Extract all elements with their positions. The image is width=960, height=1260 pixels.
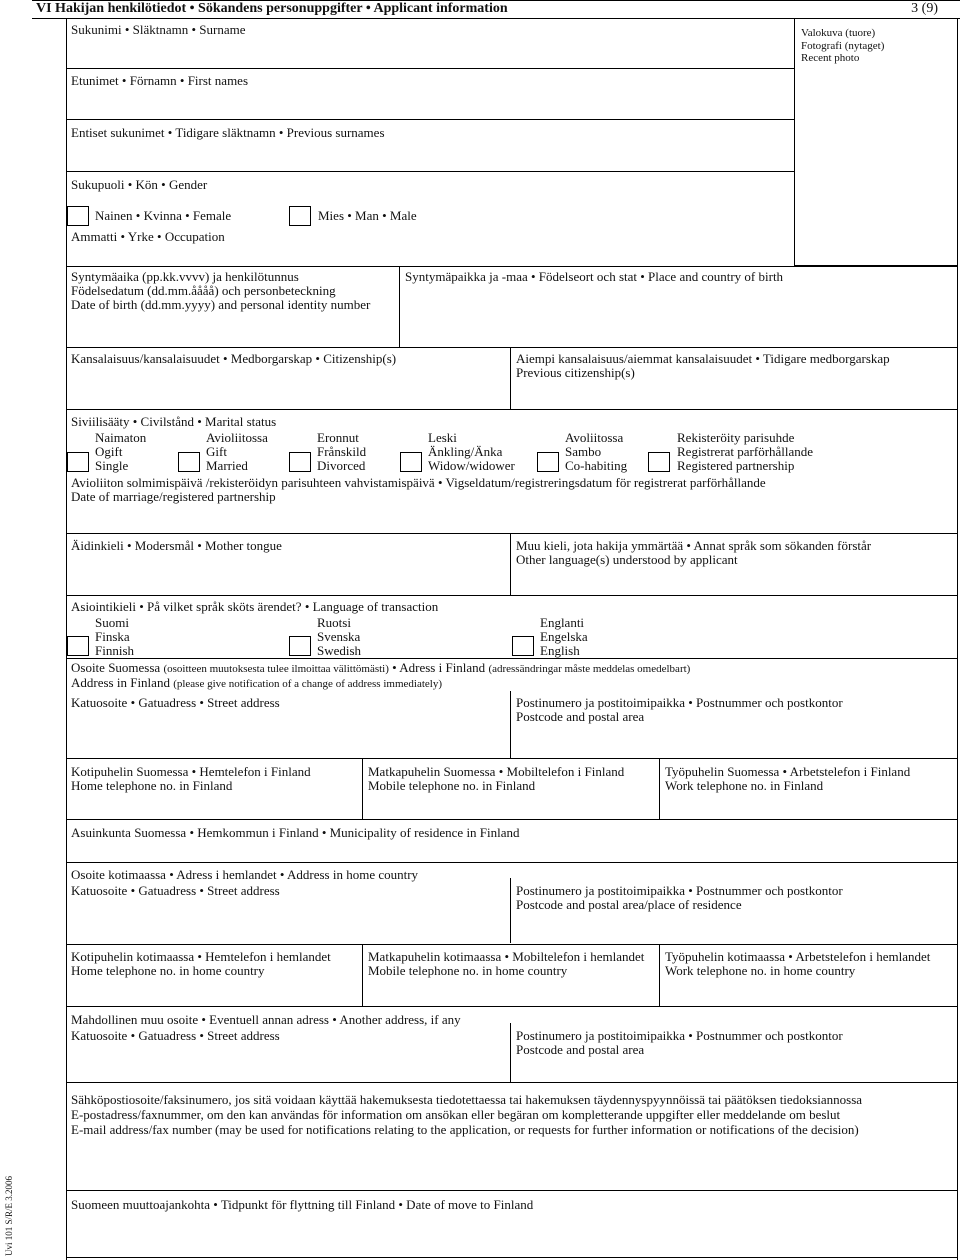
surname-input[interactable] xyxy=(66,37,794,67)
marital-married-en: Married xyxy=(206,458,248,473)
marriage-date-label-2: Date of marriage/registered partnership xyxy=(71,489,276,504)
mobile-hc-label-1: Matkapuhelin kotimaassa • Mobiltelefon i hemlandet xyxy=(368,949,645,964)
other-street-input[interactable] xyxy=(66,1043,510,1081)
other-postcode-label-1: Postinumero ja postitoimipaikka • Postnummer och postkontor xyxy=(516,1028,843,1043)
citizenship-label: Kansalaisuus/kansalaisuudet • Medborgarskap • Citizenship(s) xyxy=(71,351,397,366)
gender-female-label: Nainen • Kvinna • Female xyxy=(95,208,232,223)
lang-swedish-checkbox[interactable] xyxy=(289,636,311,656)
municipality-label: Asuinkunta Suomessa • Hemkommun i Finland • Municipality of residence in Finland xyxy=(71,825,520,840)
address-fi-heading xyxy=(71,661,690,676)
home-phone-fi-input[interactable] xyxy=(66,793,362,818)
form-title: VI Hakijan henkilötiedot • Sökandens personuppgifter • Applicant information xyxy=(36,1,508,16)
lang-english-sv: Engelska xyxy=(540,629,588,644)
prev-citizenship-input[interactable] xyxy=(511,380,957,408)
other-postcode-label-2: Postcode and postal area xyxy=(516,1042,645,1057)
rule xyxy=(66,409,958,410)
mobile-fi-label-2: Mobile telephone no. in Finland xyxy=(368,778,536,793)
marital-registered-sv: Registrerat parförhållande xyxy=(677,444,814,459)
rule xyxy=(66,862,958,863)
birthplace-input[interactable] xyxy=(400,285,957,346)
address-fi-title-fi: Osoite Suomessa xyxy=(71,660,161,675)
email-label-2: E-postadress/faxnummer, om den kan användas för information om ansökan eller begäran om kompletterande uppgifter eller meddelande om beslut xyxy=(71,1107,841,1122)
street-input[interactable] xyxy=(66,710,510,757)
lang-finnish-fi: Suomi xyxy=(95,615,129,630)
postcode-label-1: Postinumero ja postitoimipaikka • Postnummer och postkontor xyxy=(516,695,843,710)
mobile-hc-label-2: Mobile telephone no. in home country xyxy=(368,963,568,978)
rule xyxy=(66,819,958,820)
dob-label-fi: Syntymäaika (pp.kk.vvvv) ja henkilötunnus xyxy=(71,269,299,284)
municipality-input[interactable] xyxy=(66,840,957,861)
gender-male-label: Mies • Man • Male xyxy=(318,208,417,223)
marital-widow-fi: Leski xyxy=(428,430,457,445)
email-label-3: E-mail address/fax number (may be used for notifications relating to the application, or requests for further information or notifications of the decision) xyxy=(71,1122,859,1137)
photo-label-fi: Valokuva (tuore) xyxy=(801,27,876,39)
address-fi-title-sv: • Adress i Finland xyxy=(392,660,486,675)
home-phone-fi-label-1: Kotipuhelin Suomessa • Hemtelefon i Finland xyxy=(71,764,311,779)
lang-swedish-sv: Svenska xyxy=(317,629,361,644)
rule xyxy=(66,658,958,659)
work-fi-label-1: Työpuhelin Suomessa • Arbetstelefon i Finland xyxy=(665,764,911,779)
other-street-label: Katuosoite • Gatuadress • Street address xyxy=(71,1028,280,1043)
marital-registered-checkbox[interactable] xyxy=(648,452,670,472)
dob-label-sv: Födelsedatum (dd.mm.åååå) och personbeteckning xyxy=(71,283,336,298)
occupation-label: Ammatti • Yrke • Occupation xyxy=(71,229,225,244)
mobile-fi-label-1: Matkapuhelin Suomessa • Mobiltelefon i Finland xyxy=(368,764,625,779)
email-input[interactable] xyxy=(66,1138,957,1188)
gender-male-checkbox[interactable] xyxy=(289,206,311,226)
occupation-input[interactable] xyxy=(66,244,794,264)
rule xyxy=(66,347,958,348)
dob-input[interactable] xyxy=(66,312,399,346)
home-postcode-input[interactable] xyxy=(511,912,957,943)
marital-married-sv: Gift xyxy=(206,444,227,459)
lang-finnish-sv: Finska xyxy=(95,629,130,644)
marital-widow-checkbox[interactable] xyxy=(400,452,422,472)
rule xyxy=(66,171,794,172)
work-hc-input[interactable] xyxy=(660,978,957,1005)
prev-citizenship-label-1: Aiempi kansalaisuus/aiemmat kansalaisuudet • Tidigare medborgarskap xyxy=(516,351,890,366)
home-address-label: Osoite kotimaassa • Adress i hemlandet • Address in home country xyxy=(71,867,419,882)
lang-swedish-en: Swedish xyxy=(317,643,362,658)
home-phone-fi-label-2: Home telephone no. in Finland xyxy=(71,778,233,793)
street-label: Katuosoite • Gatuadress • Street address xyxy=(71,695,280,710)
rule xyxy=(66,1190,958,1191)
work-hc-label-2: Work telephone no. in home country xyxy=(665,963,856,978)
home-phone-hc-label-2: Home telephone no. in home country xyxy=(71,963,265,978)
address-fi-note-sv: (adressändringar måste meddelas omedelbart) xyxy=(488,663,691,675)
work-fi-label-2: Work telephone no. in Finland xyxy=(665,778,824,793)
marriage-date-input[interactable] xyxy=(66,504,957,532)
other-lang-input[interactable] xyxy=(511,567,957,594)
marital-divorced-en: Divorced xyxy=(317,458,366,473)
birthplace-label: Syntymäpaikka ja -maa • Födelseort och stat • Place and country of birth xyxy=(405,269,784,284)
marital-married-checkbox[interactable] xyxy=(178,452,200,472)
photo-label-en: Recent photo xyxy=(801,52,860,64)
marital-divorced-fi: Eronnut xyxy=(317,430,359,445)
page-number: 3 (9) xyxy=(911,1,938,16)
other-address-label: Mahdollinen muu osoite • Eventuell annan adress • Another address, if any xyxy=(71,1012,461,1027)
other-postcode-input[interactable] xyxy=(511,1057,957,1081)
marital-cohabiting-fi: Avoliitossa xyxy=(565,430,624,445)
work-hc-label-1: Työpuhelin kotimaassa • Arbetstelefon i hemlandet xyxy=(665,949,931,964)
marital-cohabiting-sv: Sambo xyxy=(565,444,602,459)
rule xyxy=(66,758,958,759)
home-street-label: Katuosoite • Gatuadress • Street address xyxy=(71,883,280,898)
gender-label: Sukupuoli • Kön • Gender xyxy=(71,177,208,192)
prev-citizenship-label-2: Previous citizenship(s) xyxy=(516,365,635,380)
rule xyxy=(66,68,794,69)
mobile-hc-input[interactable] xyxy=(363,978,659,1005)
address-fi-note-en: (please give notification of a change of address immediately) xyxy=(173,678,442,690)
mobile-fi-input[interactable] xyxy=(363,793,659,818)
rule xyxy=(66,533,958,534)
first-names-label: Etunimet • Förnamn • First names xyxy=(71,73,249,88)
citizenship-input[interactable] xyxy=(66,366,510,408)
marital-single-checkbox[interactable] xyxy=(67,452,89,472)
move-date-label: Suomeen muuttoajankohta • Tidpunkt för flyttning till Finland • Date of move to Finland xyxy=(71,1197,534,1212)
other-lang-label-1: Muu kieli, jota hakija ymmärtää • Annat språk som sökanden förstår xyxy=(516,538,872,553)
address-fi-heading-en xyxy=(71,676,442,691)
marital-single-en: Single xyxy=(95,458,129,473)
rule xyxy=(66,1006,958,1007)
marital-divorced-checkbox[interactable] xyxy=(289,452,311,472)
surname-label: Sukunimi • Släktnamn • Surname xyxy=(71,22,246,37)
marital-registered-fi: Rekisteröity parisuhde xyxy=(677,430,795,445)
mother-tongue-label: Äidinkieli • Modersmål • Mother tongue xyxy=(71,538,282,553)
form-code: Uvi 101 S/R/E 3.2006 xyxy=(4,1175,14,1256)
photo-label-sv: Fotografi (nytaget) xyxy=(801,40,885,52)
lang-english-fi: Englanti xyxy=(540,615,585,630)
marital-married-fi: Avioliitossa xyxy=(206,430,268,445)
lang-english-en: English xyxy=(540,643,580,658)
marital-single-sv: Ogift xyxy=(95,444,123,459)
previous-surnames-label: Entiset sukunimet • Tidigare släktnamn • Previous surnames xyxy=(71,125,385,140)
marital-label: Siviilisääty • Civilstånd • Marital status xyxy=(71,414,277,429)
bottom-rule xyxy=(66,1257,958,1258)
home-phone-hc-input[interactable] xyxy=(66,978,362,1005)
home-postcode-label-1: Postinumero ja postitoimipaikka • Postnummer och postkontor xyxy=(516,883,843,898)
postcode-input[interactable] xyxy=(511,724,957,757)
home-street-input[interactable] xyxy=(66,898,510,943)
marital-widow-en: Widow/widower xyxy=(428,458,515,473)
other-lang-label-2: Other language(s) understood by applicant xyxy=(516,552,738,567)
address-fi-title-en: Address in Finland xyxy=(71,675,170,690)
rule xyxy=(66,119,794,120)
rule xyxy=(66,944,958,945)
lang-english-checkbox[interactable] xyxy=(512,636,534,656)
transaction-lang-label: Asiointikieli • På vilket språk sköts ärendet? • Language of transaction xyxy=(71,599,439,614)
marital-cohabiting-en: Co-habiting xyxy=(565,458,628,473)
previous-surnames-input[interactable] xyxy=(66,140,794,170)
postcode-label-2: Postcode and postal area xyxy=(516,709,645,724)
move-date-input[interactable] xyxy=(66,1212,957,1256)
mother-tongue-input[interactable] xyxy=(66,553,510,594)
home-phone-hc-label-1: Kotipuhelin kotimaassa • Hemtelefon i hemlandet xyxy=(71,949,331,964)
dob-label-en: Date of birth (dd.mm.yyyy) and personal identity number xyxy=(71,297,371,312)
marital-widow-sv: Änkling/Änka xyxy=(428,444,503,459)
lang-finnish-en: Finnish xyxy=(95,643,135,658)
marital-divorced-sv: Frånskild xyxy=(317,444,367,459)
email-label-1: Sähköpostiosoite/faksinumero, jos sitä voidaan käyttää hakemuksesta tiedotettaessa tai hakemuksen täydennyspyynnöissä tai päätöksen tiedoksiannossa xyxy=(71,1092,863,1107)
marital-registered-en: Registered partnership xyxy=(677,458,795,473)
work-fi-input[interactable] xyxy=(660,793,957,818)
address-fi-note-fi: (osoitteen muutoksesta tulee ilmoittaa välittömästi) xyxy=(163,663,389,675)
marital-single-fi: Naimaton xyxy=(95,430,147,445)
gender-female-checkbox[interactable] xyxy=(67,206,89,226)
rule xyxy=(66,266,958,267)
lang-finnish-checkbox[interactable] xyxy=(67,636,89,656)
photo-box[interactable] xyxy=(794,18,958,266)
first-names-input[interactable] xyxy=(66,88,794,118)
rule xyxy=(66,1082,958,1083)
rule xyxy=(66,595,958,596)
lang-swedish-fi: Ruotsi xyxy=(317,615,351,630)
marital-cohabiting-checkbox[interactable] xyxy=(537,452,559,472)
home-postcode-label-2: Postcode and postal area/place of residence xyxy=(516,897,742,912)
marriage-date-label-1: Avioliiton solmimispäivä /rekisteröidyn parisuhteen vahvistamispäivä • Vigseldatum/registreringsdatum för registrerat parförhållande xyxy=(71,475,766,490)
